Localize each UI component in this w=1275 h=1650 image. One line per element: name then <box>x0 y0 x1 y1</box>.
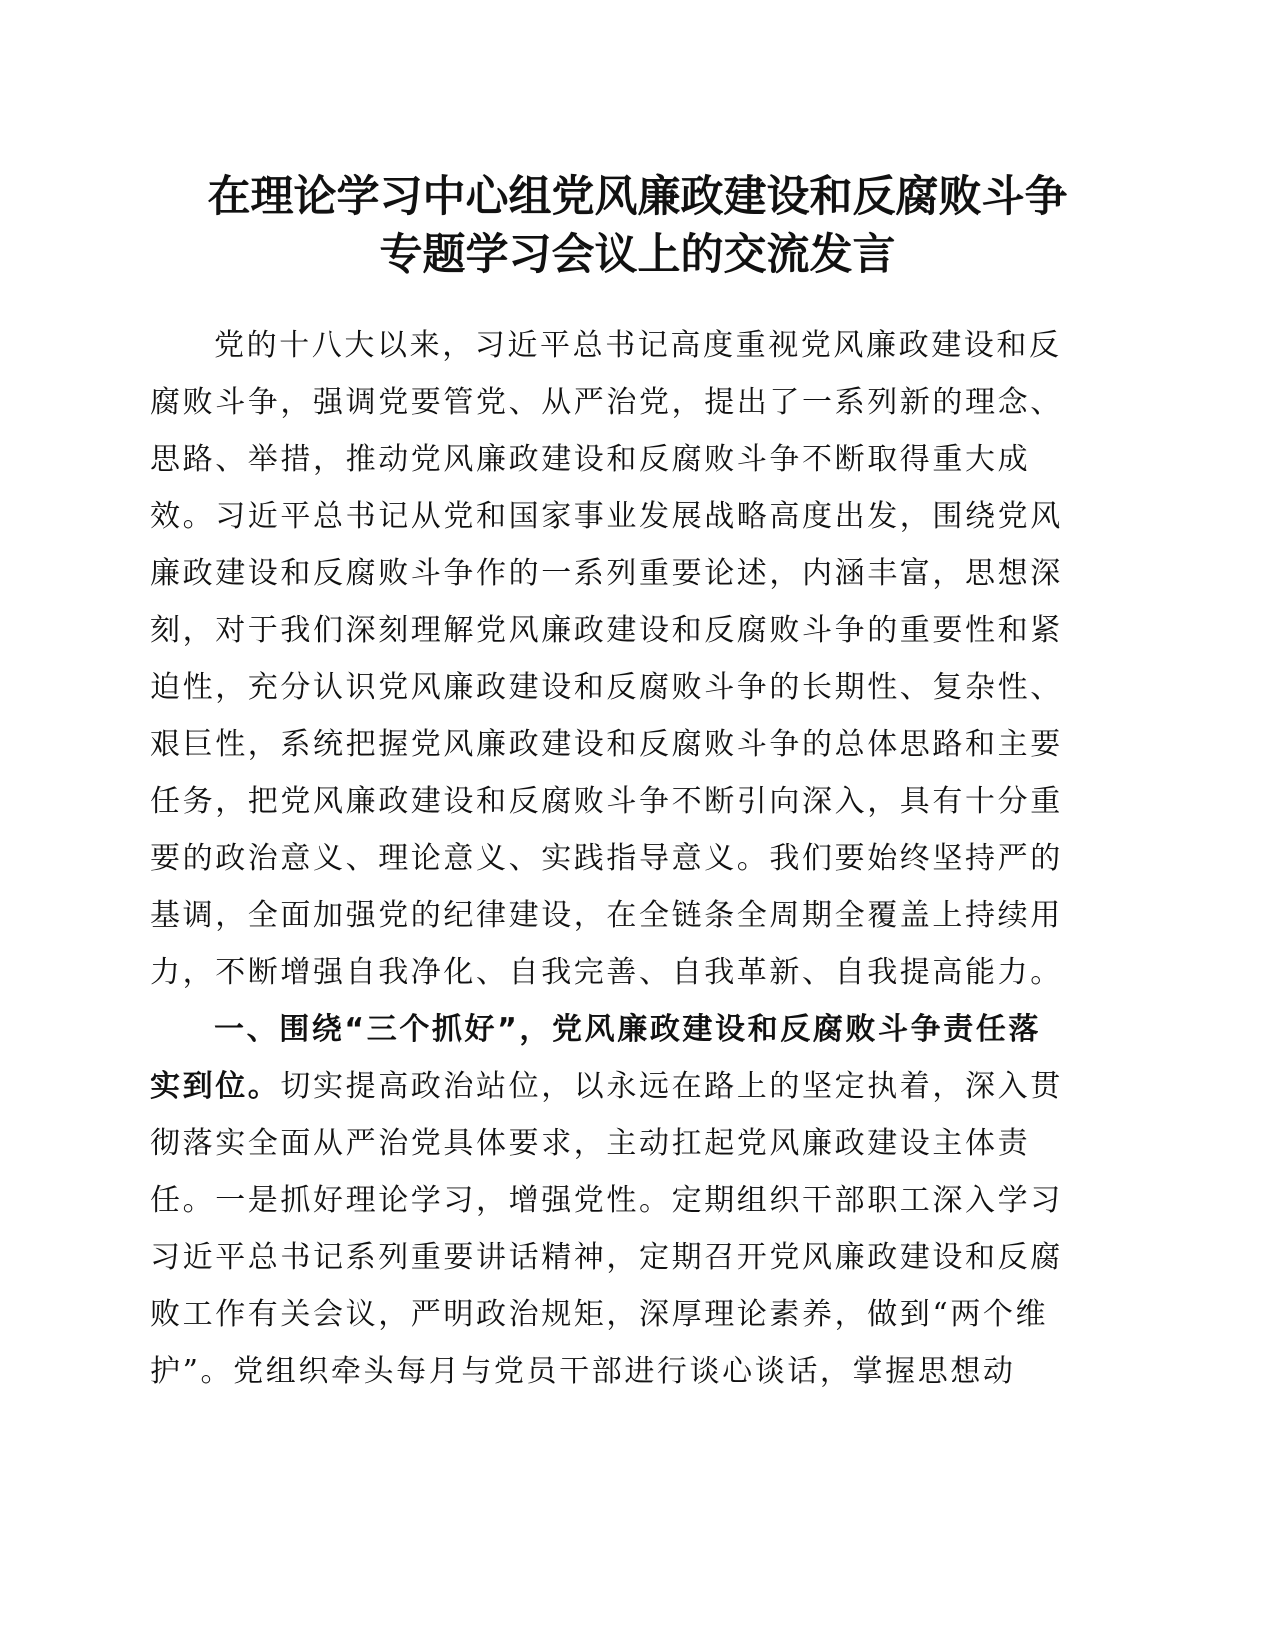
document-body <box>150 317 1110 1400</box>
section-1-line <box>150 1058 1110 1115</box>
paragraph-1-line: 力，不断增强自我净化、自我完善、自我革新、自我提高能力。 <box>150 955 1063 990</box>
title-line-1: 在理论学习中心组党风廉政建设和反腐败斗争 <box>207 172 1068 222</box>
paragraph-1-line: 基调，全面加强党的纪律建设，在全链条全周期全覆盖上持续用 <box>150 898 1063 933</box>
section-1-line: 败工作有关会议，严明政治规矩，深厚理论素养，做到“两个维 <box>150 1297 1049 1332</box>
paragraph-1-line: 党的十八大以来，习近平总书记高度重视党风廉政建设和反 <box>214 328 1062 363</box>
paragraph-1-line: 廉政建设和反腐败斗争作的一系列重要论述，内涵丰富，思想深 <box>150 556 1063 591</box>
paragraph-1-line: 腐败斗争，强调党要管党、从严治党，提出了一系列新的理念、 <box>150 385 1063 420</box>
section-1-line: 习近平总书记系列重要讲话精神，定期召开党风廉政建设和反腐 <box>150 1240 1063 1275</box>
section-1-line: 护”。党组织牵头每月与党员干部进行谈心谈话，掌握思想动 <box>150 1354 1016 1389</box>
section-1-line: 彻落实全面从严治党具体要求，主动扛起党风廉政建设主体责 <box>150 1126 1031 1161</box>
section-1-heading-end: 实到位。 <box>150 1069 281 1104</box>
section-1-line: 任。一是抓好理论学习，增强党性。定期组织干部职工深入学习 <box>150 1183 1063 1218</box>
paragraph-1-line: 要的政治意义、理论意义、实践指导意义。我们要始终坚持严的 <box>150 841 1063 876</box>
document-title <box>150 168 1125 284</box>
paragraph-1-line: 迫性，充分认识党风廉政建设和反腐败斗争的长期性、复杂性、 <box>150 670 1063 705</box>
title-line-2: 专题学习会议上的交流发言 <box>379 230 896 280</box>
paragraph-1-line: 艰巨性，系统把握党风廉政建设和反腐败斗争的总体思路和主要 <box>150 727 1063 762</box>
paragraph-1-line: 思路、举措，推动党风廉政建设和反腐败斗争不断取得重大成 <box>150 442 1031 477</box>
section-1-heading: 一、围绕“三个抓好”，党风廉政建设和反腐败斗争责任落 <box>214 1012 1042 1047</box>
paragraph-1-line: 刻，对于我们深刻理解党风廉政建设和反腐败斗争的重要性和紧 <box>150 613 1063 648</box>
paragraph-1-line: 任务，把党风廉政建设和反腐败斗争不断引向深入，具有十分重 <box>150 784 1063 819</box>
section-1-line-text: 切实提高政治站位，以永远在路上的坚定执着，深入贯 <box>280 1069 1063 1104</box>
paragraph-1-line: 效。习近平总书记从党和国家事业发展战略高度出发，围绕党风 <box>150 499 1063 534</box>
